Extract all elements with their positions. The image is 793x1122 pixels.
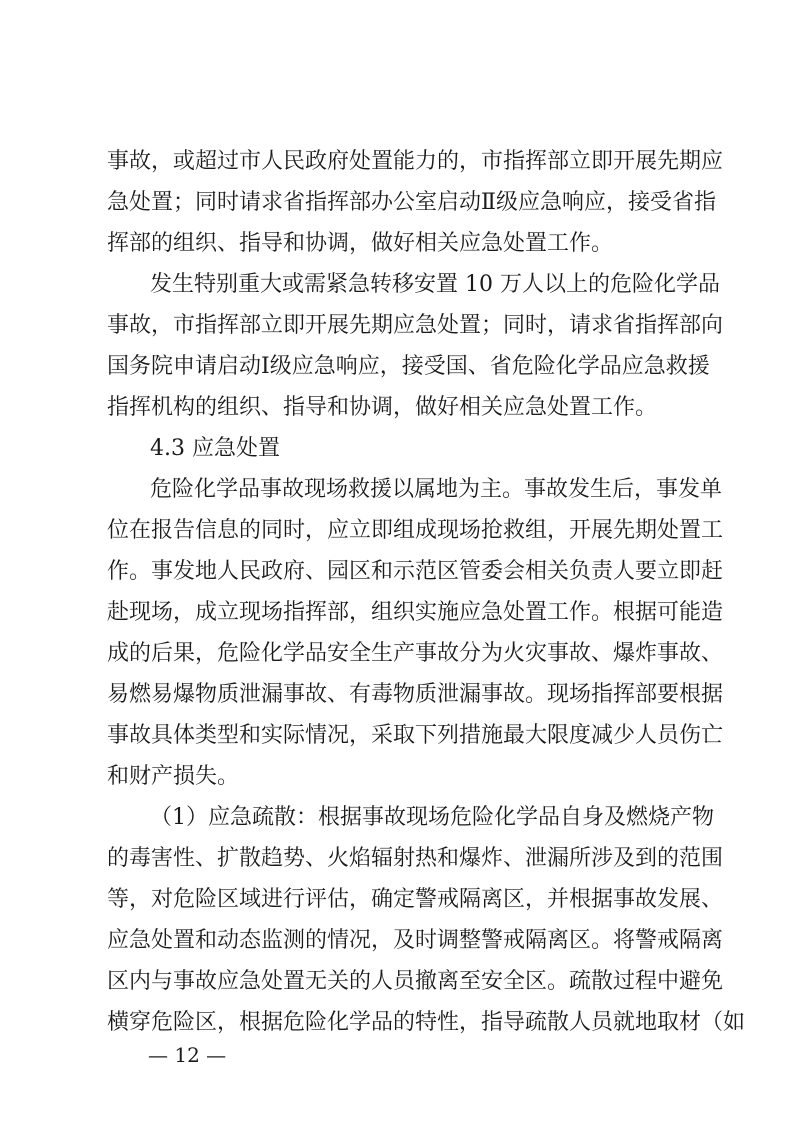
text-line: 位在报告信息的同时，应立即组成现场抢救组，开展先期处置工: [107, 518, 724, 543]
section-heading: 4.3 应急处置: [150, 436, 280, 461]
text-line: 急处置；同时请求省指挥部办公室启动Ⅱ级应急响应，接受省指: [107, 190, 716, 215]
text-line: 挥部的组织、指导和协调，做好相关应急处置工作。: [107, 231, 614, 256]
paragraph-first-line: （1）应急疏散：根据事故现场危险化学品自身及燃烧产物: [150, 805, 714, 830]
text-line: 成的后果，危险化学品安全生产事故分为火灾事故、爆炸事故、: [107, 641, 724, 666]
text-line: 横穿危险区，根据危险化学品的特性，指导疏散人员就地取材（如: [107, 1010, 746, 1035]
text-line: 事故，市指挥部立即开展先期应急处置；同时，请求省指挥部向: [107, 313, 724, 338]
text-line: 赴现场，成立现场指挥部，组织实施应急处置工作。根据可能造: [107, 600, 724, 625]
text-line: 事故，或超过市人民政府处置能力的，市指挥部立即开展先期应: [107, 149, 724, 174]
text-line: 指挥机构的组织、指导和协调，做好相关应急处置工作。: [107, 395, 658, 420]
text-line: 应急处置和动态监测的情况，及时调整警戒隔离区。将警戒隔离: [107, 928, 724, 953]
page-number: — 12 —: [148, 1043, 227, 1067]
text-line: 和财产损失。: [107, 764, 240, 789]
text-line: 事故具体类型和实际情况，采取下列措施最大限度减少人员伤亡: [107, 723, 724, 748]
text-line: 易燃易爆物质泄漏事故、有毒物质泄漏事故。现场指挥部要根据: [107, 682, 724, 707]
text-line: 的毒害性、扩散趋势、火焰辐射热和爆炸、泄漏所涉及到的范围: [107, 846, 724, 871]
text-line: 等，对危险区域进行评估，确定警戒隔离区，并根据事故发展、: [107, 887, 724, 912]
text-line: 区内与事故应急处置无关的人员撤离至安全区。疏散过程中避免: [107, 969, 724, 994]
paragraph-first-line: 危险化学品事故现场救援以属地为主。事故发生后，事发单: [150, 477, 723, 502]
text-line: 国务院申请启动Ⅰ级应急响应，接受国、省危险化学品应急救援: [107, 354, 710, 379]
text-line: 作。事发地人民政府、园区和示范区管委会相关负责人要立即赶: [107, 559, 724, 584]
paragraph-first-line: 发生特别重大或需紧急转移安置 10 万人以上的危险化学品: [150, 272, 720, 297]
